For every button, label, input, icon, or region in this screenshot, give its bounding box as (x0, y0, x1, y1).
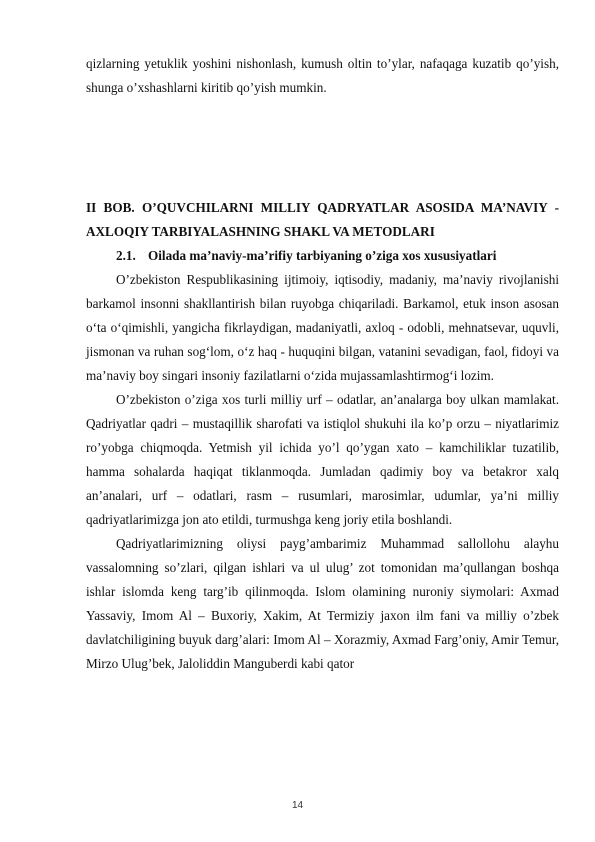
body-paragraph-1: O’zbekiston Respublikasining ijtimoiy, iqtisodiy, madaniy, ma’naviy rivojlanishi barkamol insonni shakllantirish bilan ruyobga chiqariladi. Barkamol, etuk inson asosan o‘ta o‘qimishli, yangicha fikrlaydigan, madaniyatli, axloq - odobli, mehnatsevar, uquvli, jismonan va ruhan sog‘lom, o‘z haq - huquqini bilgan, vatanini sevadigan, faol, fidoyi va ma’naviy boy singari insoniy fazilatlarni o‘zida mujassamlashtirmog‘i lozim. (86, 272, 559, 383)
section-number: 2.1. (116, 248, 136, 263)
section-title: Oilada ma’naviy-ma’rifiy tarbiyaning o’ziga xos xususiyatlari (148, 248, 497, 263)
body-text (86, 268, 559, 676)
page-number: 14 (291, 800, 304, 811)
body-paragraph-2: O’zbekiston o’ziga xos turli milliy urf – odatlar, an’analarga boy ulkan mamlakat. Qadriyatlar qadri – mustaqillik sharofati va istiqlol shukuhi ila ko’p orzu – niyatlarimiz ro’yobga chiqmoqda. Yetmish yil ichida yo’l qo’ygan xato – kamchiliklar tuzatilib, hamma sohalarda haqiqat tiklanmoqda. Jumladan qadimiy boy va betakror xalq an’analari, urf – odatlari, rasm – rusumlari, marosimlar, udumlar, ya’ni milliy qadriyatlarimizga jon ato etildi, turmushga keng joriy etila boshlandi. (86, 392, 559, 527)
intro-paragraph: qizlarning yetuklik yoshini nishonlash, kumush oltin to’ylar, nafaqaga kuzatib qo’yish, shunga o’xshashlarni kiritib qo’yish mumkin. (86, 56, 559, 95)
body-paragraph-3: Qadriyatlarimizning oliysi payg’ambarimiz Muhammad sallollohu alayhu vassalomning so’zlari, qilgan ishlari va ul ulug’ zot tomonidan ma’qullangan boshqa ishlar islomda keng targ’ib qilinmoqda. Islom olamining nuroniy siymolari: Axmad Yassaviy, Imom Al – Buxoriy, Xakim, At Termiziy jaxon ilm fani va milliy o’zbek davlatchiligining buyuk darg’alari: Imom Al – Xorazmiy, Axmad Farg’oniy, Amir Temur, Mirzo Ulug’bek, Jaloliddin Manguberdi kabi qator (86, 536, 559, 671)
section-heading (116, 244, 559, 268)
chapter-heading: II BOB. O’QUVCHILARNI MILLIY QADRYATLAR ASOSIDA MA’NAVIY - AXLOQIY TARBIYALASHNING SHAKL VA METODLARI (86, 200, 559, 239)
intro-block (86, 52, 559, 100)
